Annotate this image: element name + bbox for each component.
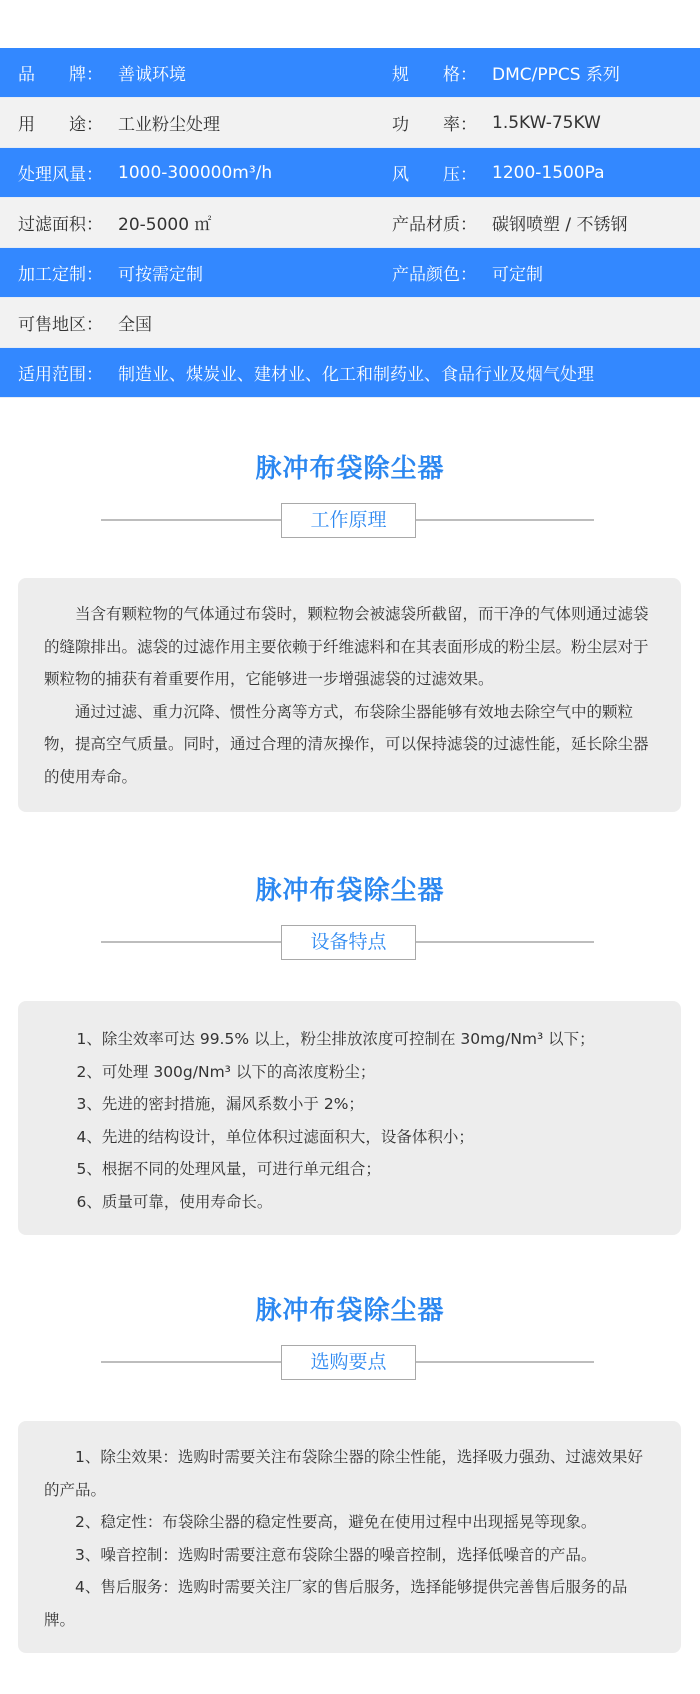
spec-label: 适用范围：: [18, 365, 103, 385]
feature-item: 4、先进的结构设计，单位体积过滤面积大，设备体积小；: [76, 1127, 474, 1146]
content-box-features: [18, 1001, 681, 1235]
content-box-buying-tips: [18, 1421, 681, 1653]
spec-cell-airflow: [18, 160, 272, 185]
spec-value: 可按需定制: [118, 265, 203, 285]
spec-cell-scope: [18, 360, 594, 385]
spec-value: 20-5000 ㎡: [118, 215, 212, 235]
spec-row-usage: [0, 98, 700, 148]
spec-cell-brand: [18, 60, 186, 85]
spec-row-scope: [0, 348, 700, 398]
spec-label: 处理风量：: [18, 165, 103, 185]
section-title: 脉冲布袋除尘器: [255, 454, 445, 484]
spec-table: [0, 48, 700, 398]
spec-cell-usage: [18, 110, 220, 135]
feature-item: 3、先进的密封措施，漏风系数小于 2%；: [76, 1095, 364, 1113]
spec-value: 善诚环境: [118, 65, 186, 85]
spec-value: 工业粉尘处理: [118, 115, 220, 135]
paragraph: 当含有颗粒物的气体通过布袋时，颗粒物会被滤袋所截留，而干净的气体则通过滤袋的缝隙排出。滤袋的过滤作用主要依赖于纤维滤料和在其表面形成的粉尘层。粉尘层对于颗粒物的捕获有着重要作用，它能够进一步增强滤袋的过滤效果。: [44, 605, 649, 688]
section-subtitle: 选购要点: [281, 1345, 416, 1380]
spec-cell-pressure: [392, 160, 605, 185]
spec-label: 产品材质：: [392, 215, 477, 235]
spec-cell-filter-area: [18, 210, 211, 235]
spec-row-brand: [0, 48, 700, 98]
spec-row-filter-area: [0, 198, 700, 248]
spec-row-customization: [0, 248, 700, 298]
spec-cell-color: [392, 260, 543, 285]
feature-item: 2、可处理 300g/Nm³ 以下的高浓度粉尘；: [76, 1062, 376, 1081]
section-title: 脉冲布袋除尘器: [255, 876, 445, 906]
spec-value: 制造业、煤炭业、建材业、化工和制药业、食品行业及烟气处理: [118, 365, 594, 385]
spec-label: 风 压：: [392, 165, 477, 185]
spec-value: DMC/PPCS 系列: [492, 65, 620, 85]
spec-row-airflow: [0, 148, 700, 198]
spec-label: 过滤面积：: [18, 215, 103, 235]
content-box-principle: [18, 578, 681, 812]
spec-value: 1200-1500Pa: [492, 162, 605, 183]
spec-value: 碳钢喷塑 / 不锈钢: [492, 215, 628, 235]
paragraph: 2、稳定性：布袋除尘器的稳定性要高，避免在使用过程中出现摇晃等现象。: [75, 1513, 597, 1531]
spec-cell-material: [392, 210, 628, 235]
paragraph: 通过过滤、重力沉降、惯性分离等方式，布袋除尘器能够有效地去除空气中的颗粒物，提高空气质量。同时，通过合理的清灰操作，可以保持滤袋的过滤性能，延长除尘器的使用寿命。: [44, 702, 649, 786]
spec-row-region: [0, 298, 700, 348]
spec-cell-customization: [18, 260, 203, 285]
spec-value: 1.5KW-75KW: [492, 112, 601, 133]
spec-label: 品 牌：: [18, 65, 103, 85]
spec-label: 产品颜色：: [392, 265, 477, 285]
feature-item: 5、根据不同的处理风量，可进行单元组合；: [76, 1160, 381, 1178]
spec-label: 规 格：: [392, 65, 477, 85]
spec-value: 全国: [118, 315, 152, 335]
paragraph: 4、售后服务：选购时需要关注厂家的售后服务，选择能够提供完善售后服务的品牌。: [44, 1578, 628, 1629]
paragraph: 1、除尘效果：选购时需要关注布袋除尘器的除尘性能，选择吸力强劲、过滤效果好的产品。: [44, 1448, 643, 1499]
spec-value: 可定制: [492, 265, 543, 285]
feature-item: 1、除尘效率可达 99.5% 以上，粉尘排放浓度可控制在 30mg/Nm³ 以下；: [76, 1030, 595, 1048]
paragraph: 3、噪音控制：选购时需要注意布袋除尘器的噪音控制，选择低噪音的产品。: [75, 1545, 597, 1564]
spec-label: 功 率：: [392, 115, 477, 135]
feature-item: 6、质量可靠，使用寿命长。: [76, 1192, 273, 1211]
spec-cell-spec: [392, 60, 620, 85]
spec-label: 用 途：: [18, 115, 103, 135]
spec-label: 可售地区：: [18, 315, 103, 335]
spec-cell-power: [392, 110, 601, 135]
section-subtitle: 工作原理: [281, 503, 416, 538]
spec-cell-region: [18, 310, 152, 335]
spec-label: 加工定制：: [18, 265, 103, 285]
spec-value: 1000-300000m³/h: [118, 162, 273, 183]
section-subtitle: 设备特点: [281, 925, 416, 960]
section-title: 脉冲布袋除尘器: [255, 1296, 445, 1326]
